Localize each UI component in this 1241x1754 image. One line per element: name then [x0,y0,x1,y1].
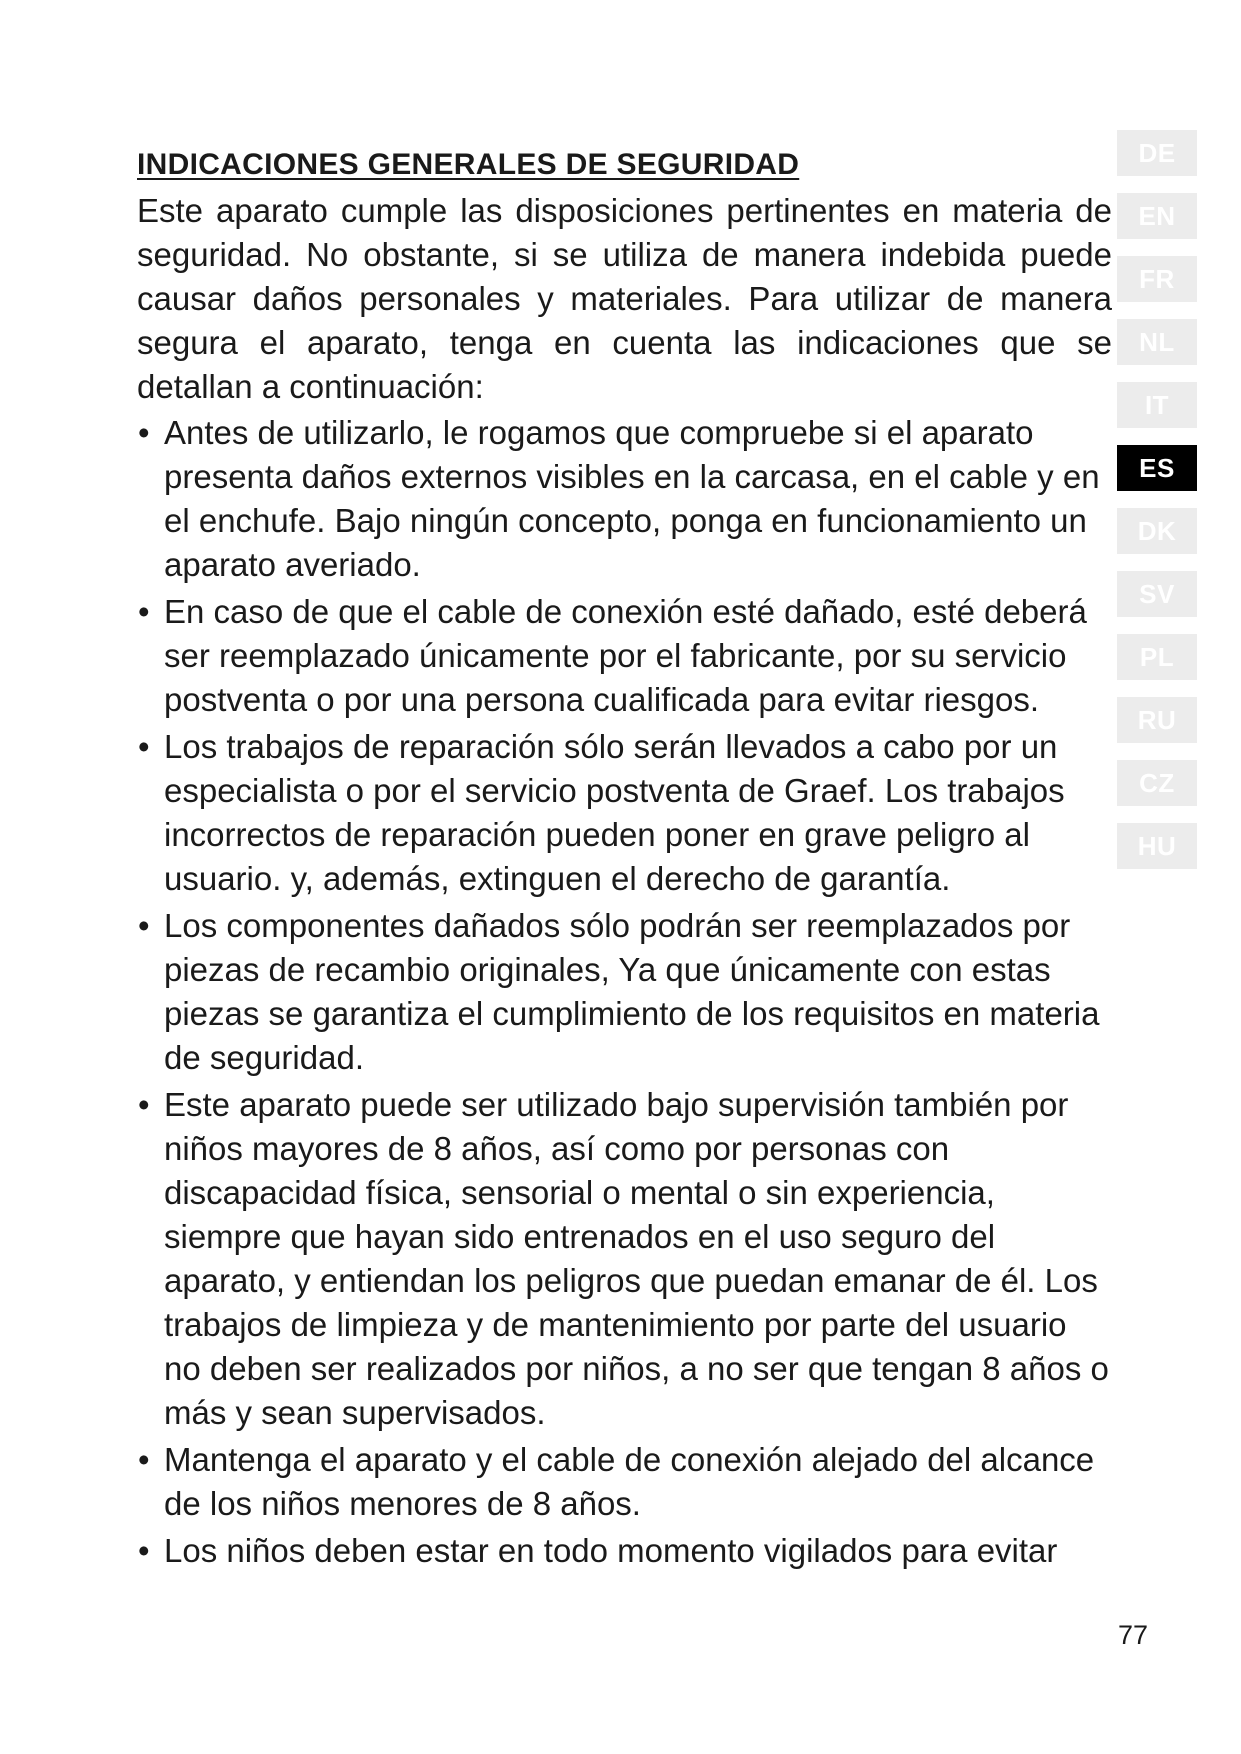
bullet-text: Antes de utilizarlo, le rogamos que compruebe si el aparato presenta daños externos visibles en la carcasa, en el cable y en el enchufe. Bajo ningún concepto, ponga en funcionamiento un aparato averiado. [164,414,1100,583]
language-tab-de: DE [1117,130,1197,176]
language-tab-dk: DK [1117,508,1197,554]
language-tab-it: IT [1117,382,1197,428]
language-tab-nl: NL [1117,319,1197,365]
bullet-icon: • [138,907,150,944]
bullet-text: Este aparato puede ser utilizado bajo supervisión también por niños mayores de 8 años, así como por personas con discapacidad física, sensorial o mental o sin experiencia, siempre que hayan sido entrenados en el uso seguro del aparato, y entiendan los peligros que puedan emanar de él. Los trabajos de limpieza y de mantenimiento por parte del usuario no deben ser realizados por niños, a no ser que tengan 8 años o más y sean supervisados. [164,1086,1109,1431]
language-tab-cz: CZ [1117,760,1197,806]
bullet-icon: • [138,1532,150,1569]
safety-bullet-item [137,590,1112,722]
bullet-text: Los trabajos de reparación sólo serán llevados a cabo por un especialista o por el servicio postventa de Graef. Los trabajos incorrectos de reparación pueden poner en grave peligro al usuario. y, además, extinguen el derecho de garantía. [164,728,1065,897]
safety-bullet-item [137,411,1112,587]
bullet-icon: • [138,1441,150,1478]
bullet-text: En caso de que el cable de conexión esté dañado, esté deberá ser reemplazado únicamente por el fabricante, por su servicio postventa o por una persona cualificada para evitar riesgos. [164,593,1087,718]
language-tab-en: EN [1117,193,1197,239]
bullet-icon: • [138,414,150,451]
safety-bullet-item [137,1438,1112,1526]
language-tab-pl: PL [1117,634,1197,680]
manual-content [137,145,1112,1576]
safety-bullet-item [137,1083,1112,1435]
section-heading: INDICACIONES GENERALES DE SEGURIDAD [137,148,800,181]
language-tab-es: ES [1117,445,1197,491]
bullet-icon: • [138,1086,150,1123]
safety-bullet-item [137,1529,1112,1573]
safety-bullet-item [137,725,1112,901]
bullet-text: Los componentes dañados sólo podrán ser reemplazados por piezas de recambio originales, Ya que únicamente con estas piezas se garantiza el cumplimiento de los requisitos en materia de seguridad. [164,907,1100,1076]
intro-paragraph: Este aparato cumple las disposiciones pertinentes en materia de seguridad. No obstante, si se utiliza de manera indebida puede causar daños personales y materiales. Para utilizar de manera segura el aparato, tenga en cuenta las indicaciones que se detallan a continuación: [137,192,1112,405]
safety-bullet-list [137,411,1112,1573]
bullet-text: Los niños deben estar en todo momento vigilados para evitar [164,1532,1058,1569]
language-tab-fr: FR [1117,256,1197,302]
page-number: 77 [1118,1620,1149,1650]
language-tabs [1117,130,1197,886]
bullet-text: Mantenga el aparato y el cable de conexión alejado del alcance de los niños menores de 8 años. [164,1441,1095,1522]
bullet-icon: • [138,593,150,630]
language-tab-hu: HU [1117,823,1197,869]
bullet-icon: • [138,728,150,765]
safety-bullet-item [137,904,1112,1080]
language-tab-ru: RU [1117,697,1197,743]
language-tab-sv: SV [1117,571,1197,617]
